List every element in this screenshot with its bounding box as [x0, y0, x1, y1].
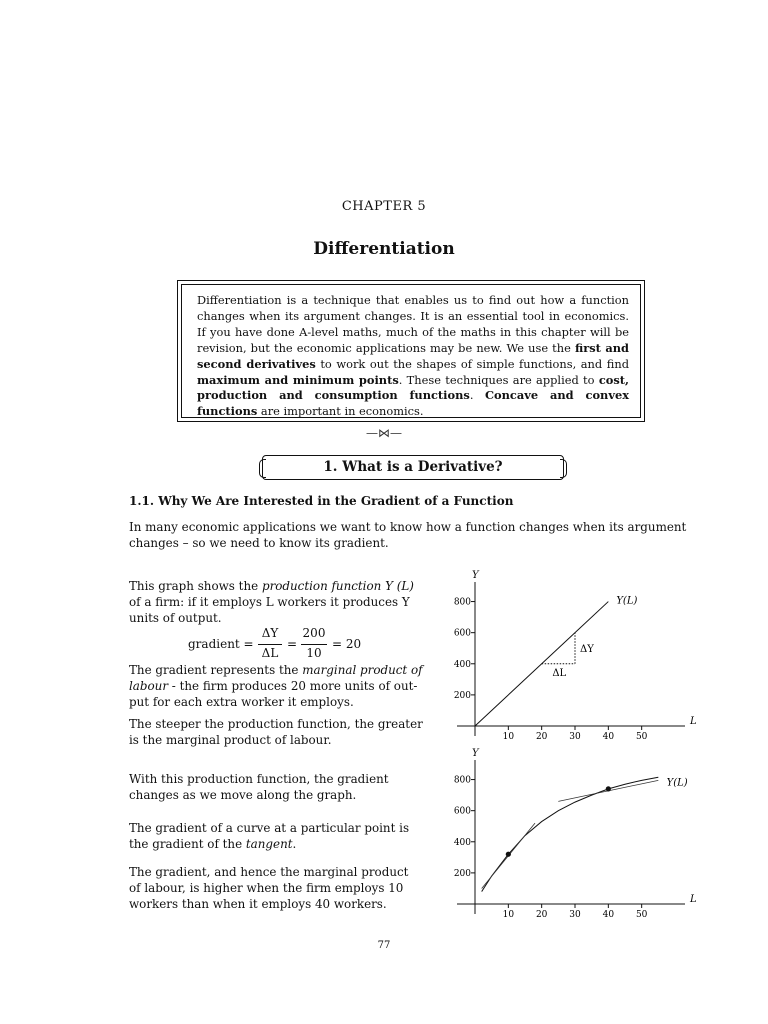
- abstract-keyword: Concave and convex functions: [197, 388, 629, 419]
- intro-line-2: changes – so we need to know its gradient.: [129, 536, 389, 550]
- x-tick-label: 20: [535, 910, 548, 920]
- gradient-formula: [188, 626, 388, 664]
- production-function-graph-linear: [440, 570, 697, 746]
- delta-y-label: ΔY: [580, 644, 594, 656]
- block1-p3-line2: is the marginal product of labour.: [129, 733, 332, 747]
- x-tick-label: 30: [569, 732, 581, 742]
- text-span: .: [292, 837, 297, 851]
- chapter-label: CHAPTER 5: [341, 199, 427, 214]
- abstract-segment: .: [469, 388, 485, 403]
- series-line: [475, 602, 608, 726]
- formula-den2: 10: [306, 646, 322, 660]
- emphasis: labour: [129, 679, 169, 693]
- x-tick-label: 50: [635, 732, 648, 742]
- x-tick-label: 20: [535, 732, 548, 742]
- abstract-box: [177, 280, 645, 422]
- emphasis: production function Y (L): [261, 579, 414, 593]
- block1-p1-line3: units of output.: [129, 611, 222, 625]
- abstract-keyword: maximum and minimum points: [197, 372, 399, 387]
- y-axis-label: Y: [472, 748, 479, 759]
- block1-p3-line1: The steeper the production function, the greater: [129, 717, 423, 731]
- intro-line-1: In many economic applications we want to know how a function changes when its argument: [129, 520, 687, 534]
- y-axis-label: Y: [472, 570, 479, 581]
- abstract-keyword: first and second derivatives: [197, 340, 629, 371]
- abstract-segment: Differentiation is a technique that enables us to find out how a function changes when its argument changes. It is an essential tool in economics. If you have done A-level maths, much of the maths in this chapter will be revision, but the economic applications may be new. We use the: [197, 293, 629, 355]
- formula-den1: ΔL: [261, 646, 279, 660]
- block1-p2-line3: put for each extra worker it employs.: [129, 695, 354, 709]
- emphasis: marginal product of: [302, 663, 423, 677]
- production-function-graph-concave: [440, 748, 697, 928]
- fraction-bar: [258, 644, 282, 645]
- abstract-segment: are important in economics.: [257, 404, 424, 419]
- block1-p2-line2: [129, 678, 417, 694]
- block2-p1-line2: changes as we move along the graph.: [129, 788, 357, 802]
- y-tick-label: 200: [453, 868, 471, 879]
- block2-p3-line1: The gradient, and hence the marginal product: [129, 865, 409, 879]
- block2-p1-line1: With this production function, the gradient: [129, 772, 389, 786]
- y-tick-label: 800: [453, 775, 471, 786]
- block2-p3-line3: workers than when it employs 40 workers.: [129, 897, 387, 911]
- page-number: 77: [377, 940, 391, 951]
- formula-eq1: =: [287, 637, 298, 651]
- block1-p1-line2: of a firm: if it employs L workers it produces Y: [129, 595, 410, 609]
- series-curve: [482, 777, 659, 891]
- x-tick-label: 40: [602, 732, 615, 742]
- block2-p3-line2: of labour, is higher when the firm employs 10: [129, 881, 404, 895]
- block2-p2-line2: [129, 836, 296, 852]
- y-tick-label: 600: [453, 806, 471, 817]
- abstract-segment: to work out the shapes of simple functions, and find: [315, 356, 629, 371]
- x-tick-label: 40: [602, 910, 615, 920]
- block2-p2-line1: The gradient of a curve at a particular point is: [129, 821, 410, 835]
- y-tick-label: 400: [453, 659, 471, 670]
- x-axis-label: L: [690, 894, 697, 905]
- fraction-bar: [301, 644, 327, 645]
- x-tick-label: 10: [502, 910, 515, 920]
- series-label: Y(L): [666, 777, 688, 789]
- text-span: - the firm produces 20 more units of out-: [168, 679, 418, 693]
- y-tick-label: 800: [453, 597, 471, 608]
- section-title: 1. What is a Derivative?: [323, 459, 503, 475]
- formula-num2: 200: [302, 626, 326, 640]
- tangent-point: [506, 852, 511, 857]
- y-tick-label: 400: [453, 837, 471, 848]
- formula-num1: ΔY: [261, 626, 279, 640]
- x-tick-label: 30: [569, 910, 581, 920]
- text-span: the gradient of the: [129, 837, 246, 851]
- y-tick-label: 200: [453, 690, 471, 701]
- series-label: Y(L): [616, 595, 638, 607]
- x-tick-label: 50: [635, 910, 648, 920]
- y-tick-label: 600: [453, 628, 471, 639]
- formula-rhs: = 20: [332, 637, 362, 651]
- abstract-inner-frame: [181, 284, 641, 418]
- tangent-point: [606, 786, 611, 791]
- delta-l-label: ΔL: [552, 667, 567, 679]
- emphasis: tangent: [245, 837, 293, 851]
- abstract-text: [197, 293, 629, 420]
- section-heading-box: [262, 455, 564, 480]
- abstract-keyword: cost, production and consumption functions: [197, 372, 629, 403]
- abstract-segment: . These techniques are applied to: [398, 372, 599, 387]
- formula-lhs: gradient =: [188, 637, 254, 651]
- block1-p2-line1: [129, 662, 423, 678]
- chapter-title: Differentiation: [313, 239, 455, 259]
- subsection-title: 1.1. Why We Are Interested in the Gradient of a Function: [129, 494, 514, 508]
- text-span: This graph shows the: [129, 579, 262, 593]
- x-axis-label: L: [690, 716, 697, 727]
- x-tick-label: 10: [502, 732, 515, 742]
- block1-p1-line1: [129, 578, 414, 594]
- text-span: The gradient represents the: [129, 663, 303, 677]
- ornament-divider: —⋈—: [366, 426, 402, 440]
